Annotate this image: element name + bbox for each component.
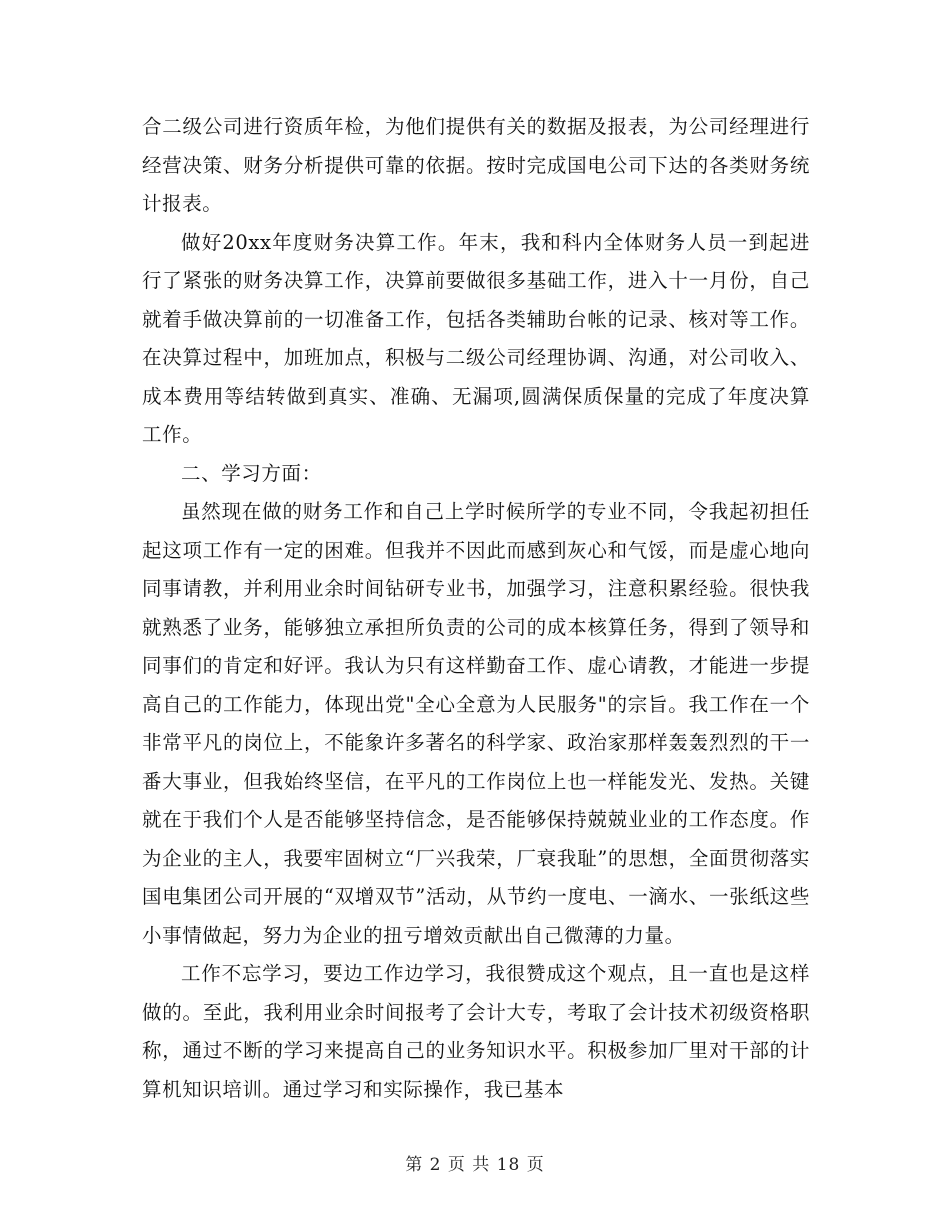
document-body xyxy=(142,108,810,1109)
section-heading-learning: 二、学习方面： xyxy=(181,461,322,485)
paragraph-study-while-working: 工作不忘学习，要边工作边学习，我很赞成这个观点，且一直也是这样做的。至此，我利用业余时间报考了会计大专，考取了会计技术初级资格职称，通过不断的学习来提高自己的业务知识水平。积极参加厂里对干部的计算机知识培训。通过学习和实际操作，我已基本 xyxy=(142,962,810,1101)
paragraph-continuation: 合二级公司进行资质年检，为他们提供有关的数据及报表，为公司经理进行经营决策、财务分析提供可靠的依据。按时完成国电公司下达的各类财务统计报表。 xyxy=(142,115,810,215)
page-footer: 第 2 页 共 18 页 xyxy=(405,1155,545,1175)
paragraph-annual-settlement: 做好20xx年度财务决算工作。年末，我和科内全体财务人员一到起进行了紧张的财务决算工作，决算前要做很多基础工作，进入十一月份，自己就着手做决算前的一切准备工作，包括各类辅助台帐的记录、核对等工作。在决算过程中，加班加点，积极与二级公司经理协调、沟通，对公司收入、成本费用等结转做到真实、准确、无漏项,圆满保质保量的完成了年度决算工作。 xyxy=(142,230,810,446)
paragraph-learning: 虽然现在做的财务工作和自己上学时候所学的专业不同，令我起初担任起这项工作有一定的困难。但我并不因此而感到灰心和气馁，而是虚心地向同事请教，并利用业余时间钻研专业书，加强学习，注意积累经验。很快我就熟悉了业务，能够独立承担所负责的公司的成本核算任务，得到了领导和同事们的肯定和好评。我认为只有这样勤奋工作、虚心请教，才能进一步提高自己的工作能力，体现出党"全心全意为人民服务"的宗旨。我工作在一个非常平凡的岗位上，不能象许多著名的科学家、政治家那样轰轰烈烈的干一番大事业，但我始终坚信，在平凡的工作岗位上也一样能发光、发热。关键就在于我们个人是否能够坚持信念，是否能够保持兢兢业业的工作态度。作为企业的主人，我要牢固树立“厂兴我荣，厂衰我耻”的思想，全面贯彻落实国电集团公司开展的“双增双节”活动，从节约一度电、一滴水、一张纸这些小事情做起，努力为企业的扭亏增效贡献出自己微薄的力量。 xyxy=(142,500,810,947)
